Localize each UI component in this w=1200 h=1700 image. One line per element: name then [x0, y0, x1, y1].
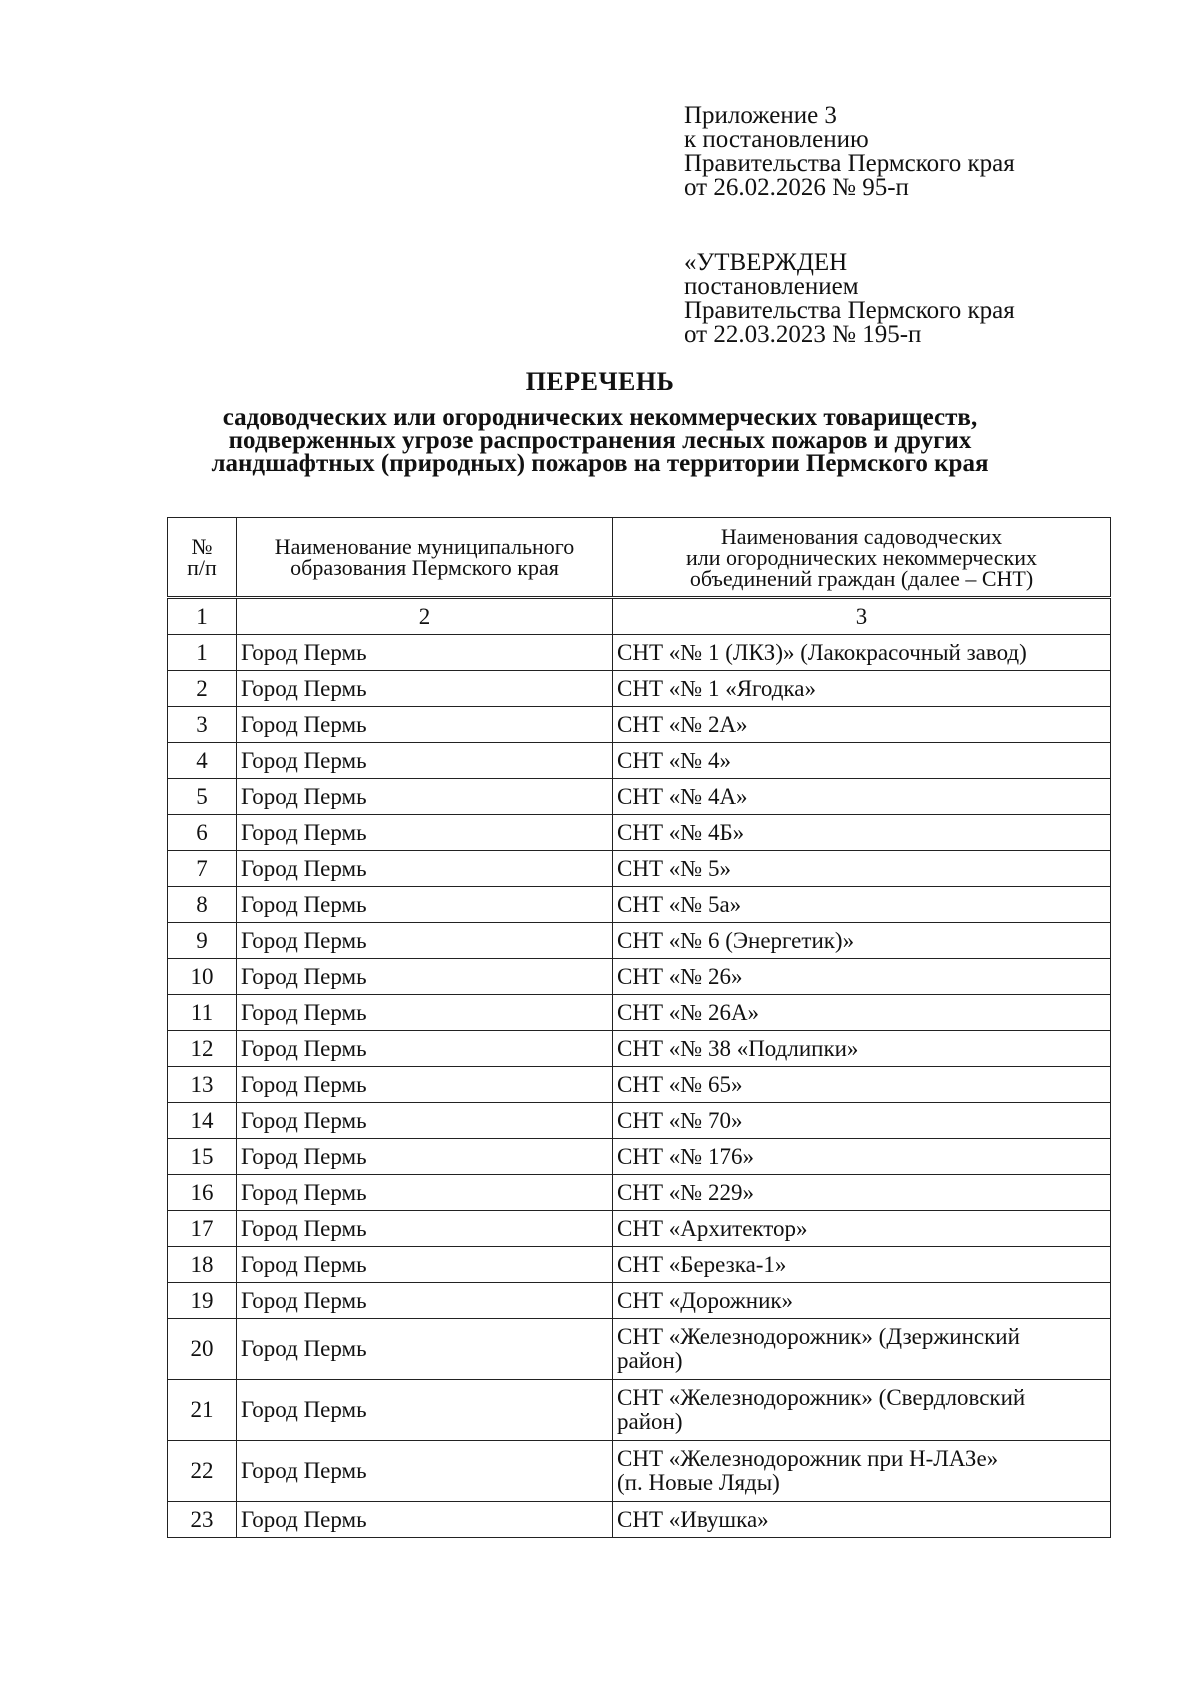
row-municipality: Город Пермь [237, 1211, 613, 1247]
header-text: объединений граждан (далее – СНТ) [689, 565, 1034, 591]
row-municipality: Город Пермь [237, 1283, 613, 1319]
approval-line: Правительства Пермского края [684, 297, 1015, 324]
header-text: п/п [187, 555, 217, 580]
appendix-block [684, 104, 1015, 200]
column-number: 2 [237, 598, 613, 635]
snt-name-line: район) [617, 1348, 683, 1373]
row-municipality: Город Пермь [237, 887, 613, 923]
table-row [168, 1103, 1111, 1139]
table-row [168, 815, 1111, 851]
row-snt-name: СНТ «№ 1 «Ягодка» [613, 671, 1111, 707]
snt-name-line: СНТ «Железнодорожник» (Свердловский [617, 1385, 1026, 1410]
column-number: 1 [168, 598, 237, 635]
snt-name-line: (п. Новые Ляды) [617, 1470, 780, 1495]
table-header-row [168, 518, 1111, 598]
header-text: образования Пермского края [290, 555, 559, 580]
row-number: 12 [168, 1031, 237, 1067]
row-snt-name: СНТ «№ 5а» [613, 887, 1111, 923]
row-municipality: Город Пермь [237, 635, 613, 671]
row-number: 18 [168, 1247, 237, 1283]
table-row [168, 635, 1111, 671]
table-row [168, 887, 1111, 923]
row-snt-name: СНТ «№ 229» [613, 1175, 1111, 1211]
row-municipality: Город Пермь [237, 1319, 613, 1380]
header-text: № [191, 534, 213, 559]
row-snt-name [613, 1380, 1111, 1441]
row-number: 11 [168, 995, 237, 1031]
table-row [168, 1502, 1111, 1538]
row-snt-name: СНТ «№ 70» [613, 1103, 1111, 1139]
table-row [168, 1319, 1111, 1380]
row-number: 17 [168, 1211, 237, 1247]
row-number: 2 [168, 671, 237, 707]
table-row [168, 779, 1111, 815]
snt-name-line: район) [617, 1409, 683, 1434]
row-number: 14 [168, 1103, 237, 1139]
column-number: 3 [613, 598, 1111, 635]
table-row [168, 743, 1111, 779]
header-number [168, 518, 237, 598]
snt-name-line: СНТ «Железнодорожник при Н-ЛАЗе» [617, 1446, 999, 1471]
row-number: 1 [168, 635, 237, 671]
row-municipality: Город Пермь [237, 995, 613, 1031]
row-number: 3 [168, 707, 237, 743]
approval-line: постановлением [684, 273, 859, 300]
table-row [168, 1441, 1111, 1502]
row-snt-name: СНТ «№ 26» [613, 959, 1111, 995]
approval-line: от 22.03.2023 № 195-п [684, 321, 922, 348]
row-municipality: Город Пермь [237, 707, 613, 743]
row-number: 13 [168, 1067, 237, 1103]
row-municipality: Город Пермь [237, 779, 613, 815]
row-municipality: Город Пермь [237, 743, 613, 779]
column-number-row [168, 598, 1111, 635]
header-text: или огороднических некоммерческих [685, 544, 1038, 570]
row-snt-name [613, 1319, 1111, 1380]
header-text: Наименование муниципального [274, 534, 575, 559]
row-municipality: Город Пермь [237, 851, 613, 887]
appendix-line: Правительства Пермского края [684, 150, 1015, 177]
row-municipality: Город Пермь [237, 671, 613, 707]
header-snt-name [613, 518, 1111, 598]
row-number: 9 [168, 923, 237, 959]
row-snt-name: СНТ «№ 4» [613, 743, 1111, 779]
table-row [168, 995, 1111, 1031]
row-municipality: Город Пермь [237, 1067, 613, 1103]
table-row [168, 1247, 1111, 1283]
row-municipality: Город Пермь [237, 1139, 613, 1175]
subtitle-line: ландшафтных (природных) пожаров на территории Пермского края [211, 450, 989, 477]
row-number: 5 [168, 779, 237, 815]
approval-line: «УТВЕРЖДЕН [684, 249, 848, 276]
table-row [168, 671, 1111, 707]
subtitle-line: садоводческих или огороднических некоммерческих товариществ, [222, 404, 978, 431]
table-row [168, 1211, 1111, 1247]
table-row [168, 851, 1111, 887]
document-subtitle [150, 406, 1050, 475]
row-municipality: Город Пермь [237, 1441, 613, 1502]
appendix-line: к постановлению [684, 126, 869, 153]
row-municipality: Город Пермь [237, 1380, 613, 1441]
table-row [168, 1139, 1111, 1175]
row-number: 15 [168, 1139, 237, 1175]
row-number: 16 [168, 1175, 237, 1211]
snt-table [167, 517, 1111, 1538]
table-row [168, 1031, 1111, 1067]
row-snt-name: СНТ «Архитектор» [613, 1211, 1111, 1247]
row-number: 22 [168, 1441, 237, 1502]
row-municipality: Город Пермь [237, 1031, 613, 1067]
row-number: 4 [168, 743, 237, 779]
row-snt-name: СНТ «№ 6 (Энергетик)» [613, 923, 1111, 959]
row-number: 6 [168, 815, 237, 851]
row-municipality: Город Пермь [237, 815, 613, 851]
header-text: Наименования садоводческих [720, 523, 1003, 549]
subtitle-line: подверженных угрозе распространения лесных пожаров и других [228, 427, 972, 454]
row-municipality: Город Пермь [237, 1247, 613, 1283]
row-number: 21 [168, 1380, 237, 1441]
row-number: 23 [168, 1502, 237, 1538]
row-municipality: Город Пермь [237, 1175, 613, 1211]
row-municipality: Город Пермь [237, 923, 613, 959]
table-row [168, 923, 1111, 959]
row-snt-name: СНТ «№ 5» [613, 851, 1111, 887]
row-snt-name: СНТ «№ 4А» [613, 779, 1111, 815]
row-snt-name: СНТ «№ 26А» [613, 995, 1111, 1031]
approval-block [684, 251, 1015, 347]
appendix-line: Приложение 3 [684, 102, 837, 129]
row-snt-name: СНТ «№ 38 «Подлипки» [613, 1031, 1111, 1067]
table-row [168, 959, 1111, 995]
table-row [168, 1283, 1111, 1319]
row-snt-name: СНТ «№ 4Б» [613, 815, 1111, 851]
row-snt-name: СНТ «№ 176» [613, 1139, 1111, 1175]
appendix-line: от 26.02.2026 № 95-п [684, 174, 909, 201]
row-snt-name [613, 1441, 1111, 1502]
row-number: 19 [168, 1283, 237, 1319]
document-title: ПЕРЕЧЕНЬ [525, 367, 675, 396]
row-number: 7 [168, 851, 237, 887]
row-snt-name: СНТ «Дорожник» [613, 1283, 1111, 1319]
row-snt-name: СНТ «Березка-1» [613, 1247, 1111, 1283]
table-row [168, 1380, 1111, 1441]
table-row [168, 1175, 1111, 1211]
row-number: 8 [168, 887, 237, 923]
row-snt-name: СНТ «№ 65» [613, 1067, 1111, 1103]
table-row [168, 707, 1111, 743]
row-number: 10 [168, 959, 237, 995]
row-number: 20 [168, 1319, 237, 1380]
row-municipality: Город Пермь [237, 1502, 613, 1538]
row-snt-name: СНТ «№ 2А» [613, 707, 1111, 743]
table-row [168, 1067, 1111, 1103]
row-municipality: Город Пермь [237, 959, 613, 995]
row-municipality: Город Пермь [237, 1103, 613, 1139]
row-snt-name: СНТ «№ 1 (ЛКЗ)» (Лакокрасочный завод) [613, 635, 1111, 671]
row-snt-name: СНТ «Ивушка» [613, 1502, 1111, 1538]
snt-name-line: СНТ «Железнодорожник» (Дзержинский [617, 1324, 1020, 1349]
header-municipality [237, 518, 613, 598]
